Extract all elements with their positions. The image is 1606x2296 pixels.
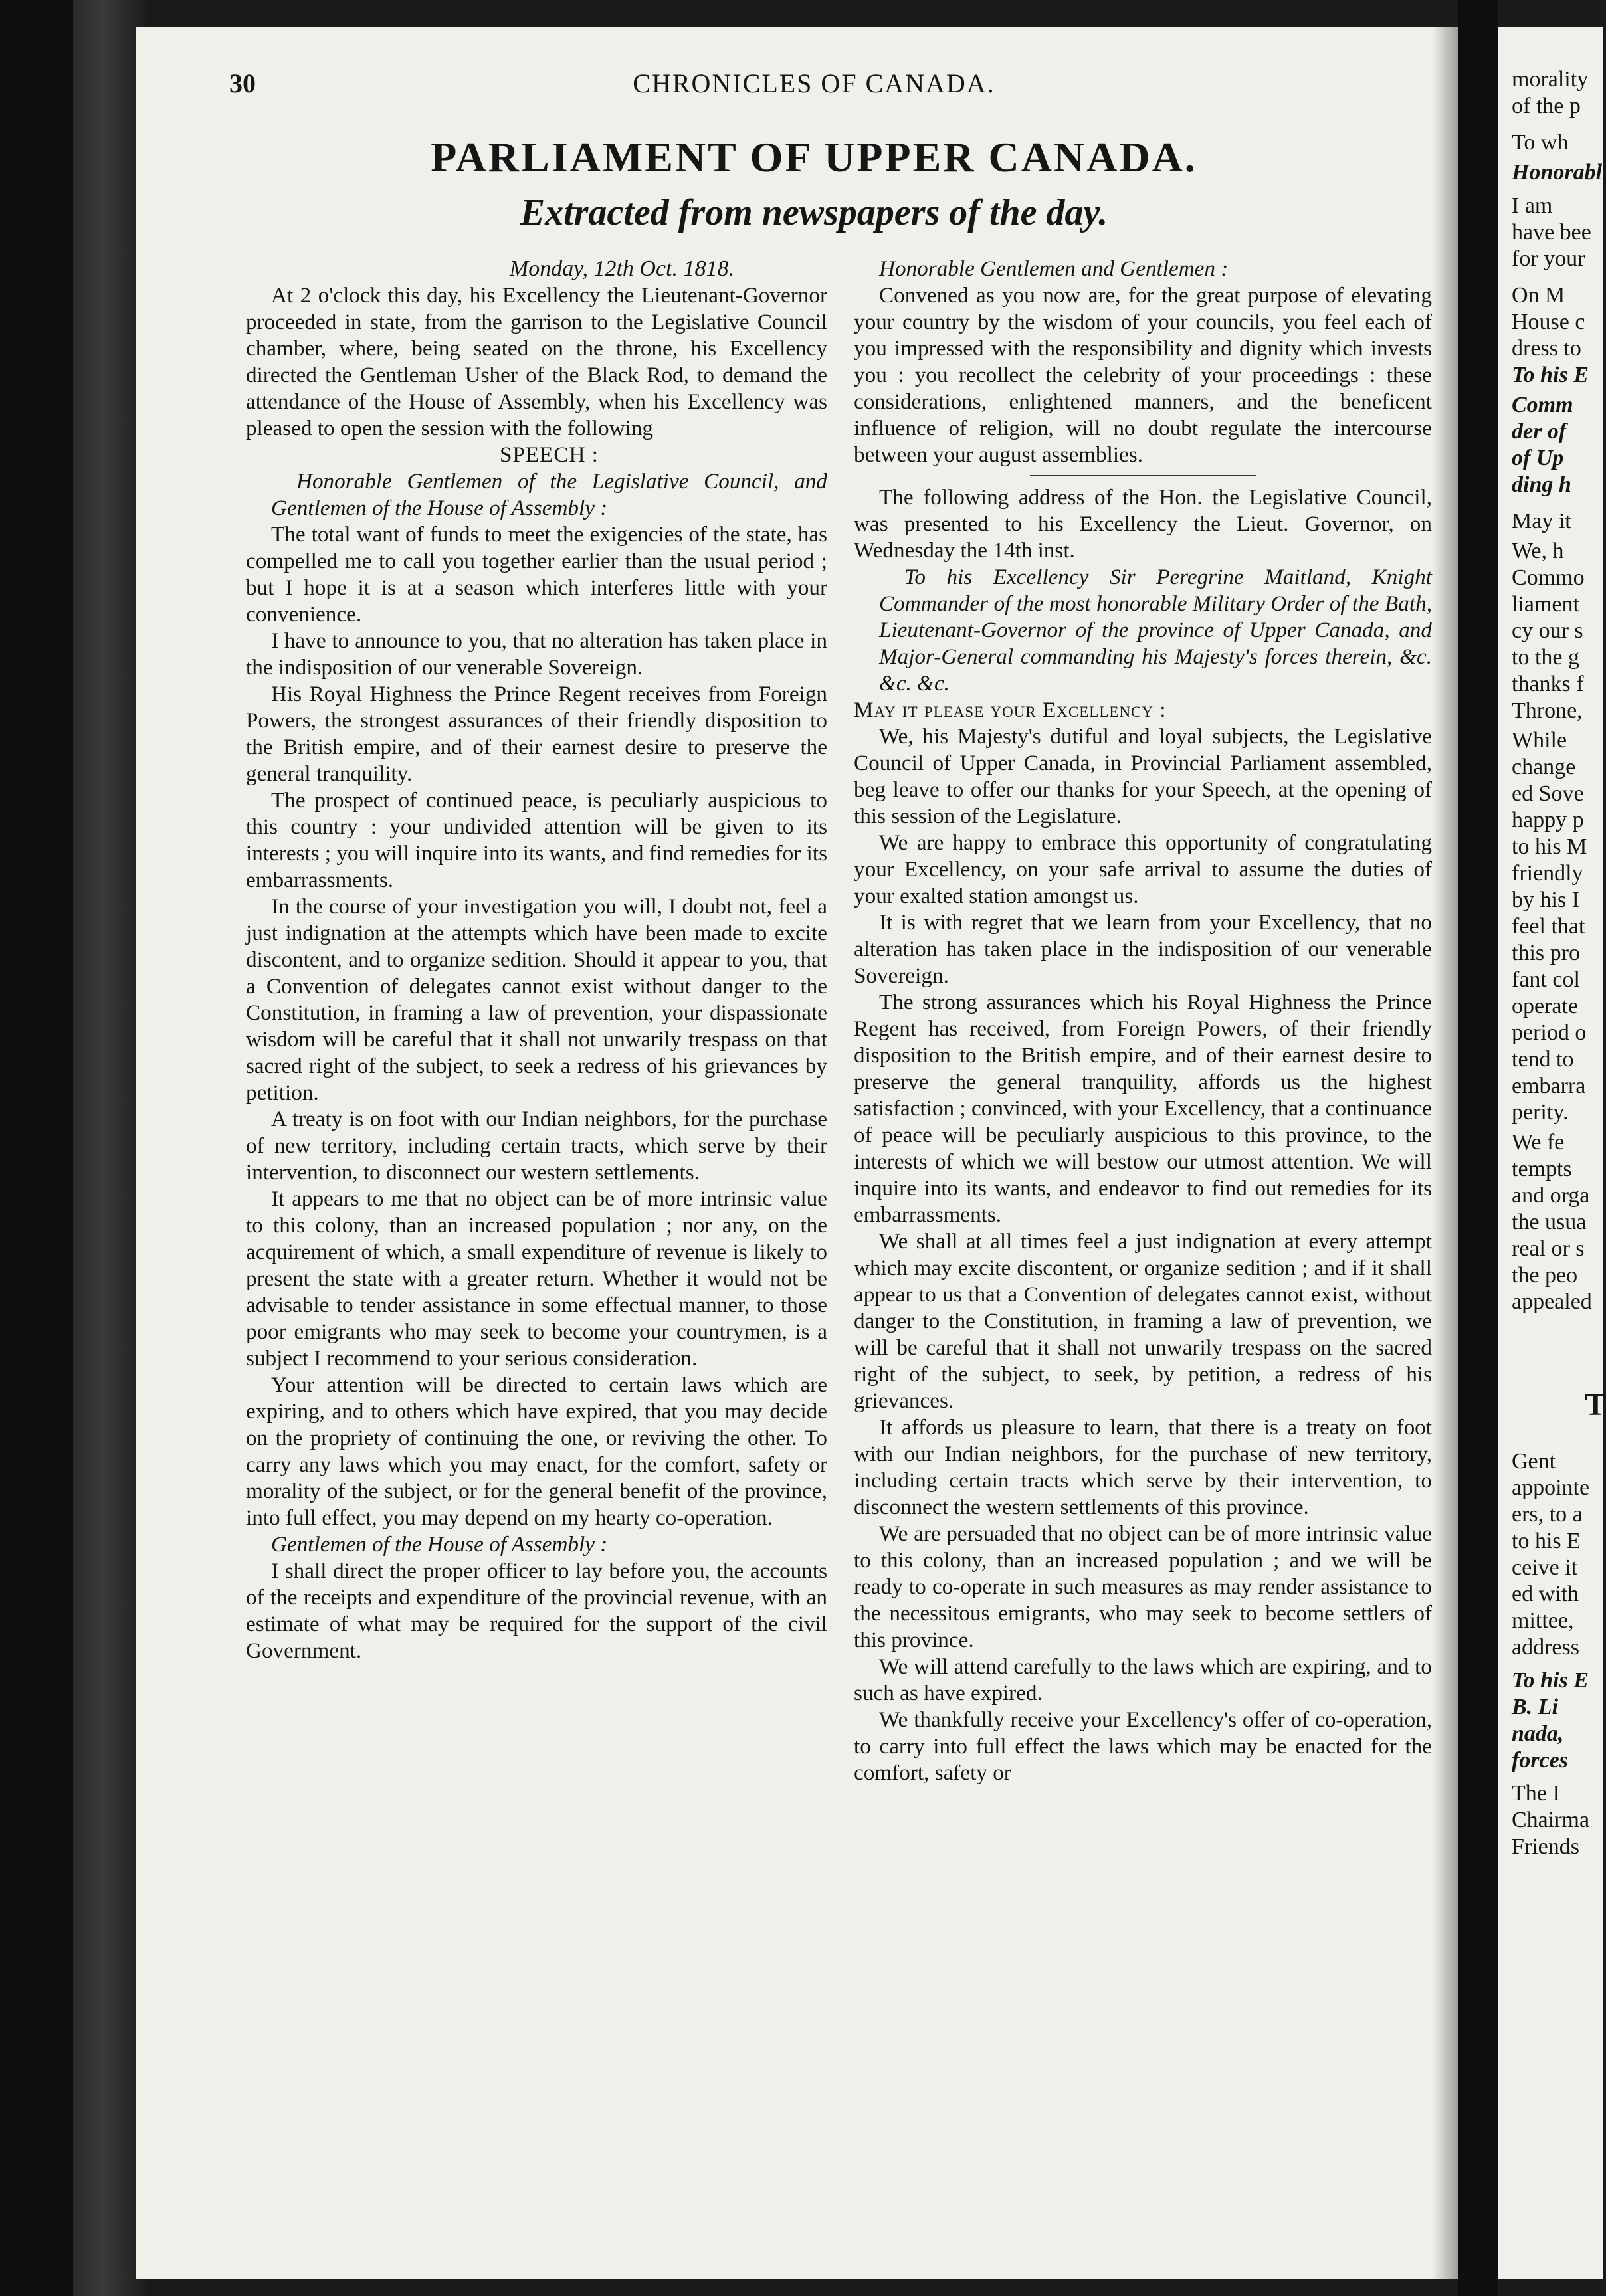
facing-page-text: feel that [1512, 914, 1585, 939]
facing-page-text: der of [1512, 419, 1567, 444]
paragraph: I shall direct the proper officer to lay before you, the accounts of the receipts and expenditure of the provincial revenue, with an estimate of what may be required for the support of the civil Government. [246, 1559, 827, 1663]
facing-page-text: fant col [1512, 967, 1580, 992]
facing-page-text: address [1512, 1635, 1579, 1660]
facing-page-text: dress to [1512, 336, 1581, 361]
salutation: Honorable Gentlemen and Gentlemen : [879, 256, 1229, 281]
section-heading: SPEECH : [499, 442, 599, 467]
paragraph: We shall at all times feel a just indignation at every attempt which may excite discontent, or organize sedition ; and if it shall appear to us that a Convention of delegates cannot exist, without danger to the Constitution, in framing a law of prevention, we will be careful that it shall not unwarily trespass on the sacred right of the subject, to seek, by petition, a redress of his grievances. [854, 1229, 1432, 1413]
facing-page-text: cy our s [1512, 619, 1583, 643]
paragraph: The total want of funds to meet the exigencies of the state, has compelled me to call you together earlier than the usual period ; but I hope it is at a season which interferes little with your convenience. [246, 522, 827, 626]
facing-page-text: period o [1512, 1020, 1587, 1045]
facing-page-text: and orga [1512, 1183, 1590, 1208]
facing-page-text: B. Li [1512, 1695, 1558, 1719]
facing-page-text: To wh [1512, 130, 1569, 155]
facing-page-text: this pro [1512, 941, 1580, 965]
facing-page-text: forces [1512, 1748, 1568, 1772]
article-subtitle: Extracted from newspapers of the day. [520, 192, 1108, 233]
facing-page-text: to his E [1512, 1529, 1581, 1553]
facing-page-text: appealed [1512, 1290, 1592, 1314]
facing-page-text: On M [1512, 283, 1565, 308]
facing-page-text: tempts [1512, 1157, 1572, 1181]
right-column [854, 256, 1432, 1786]
facing-page-text: mittee, [1512, 1608, 1574, 1633]
facing-page-text: House c [1512, 310, 1585, 334]
dateline: Monday, 12th Oct. 1818. [509, 256, 734, 281]
facing-page-text: I am [1512, 193, 1553, 218]
facing-page-text: friendly [1512, 861, 1583, 886]
facing-page-fragment [1498, 27, 1606, 2279]
facing-page-text: of the p [1512, 94, 1581, 118]
article-title: PARLIAMENT OF UPPER CANADA. [431, 134, 1197, 181]
facing-page-text: ed Sove [1512, 781, 1584, 806]
facing-page-text: Chairma [1512, 1808, 1590, 1832]
paragraph: It affords us pleasure to learn, that there is a treaty on foot with our Indian neighbors, for the purchase of new territory, including certain tracts which serve by their intervention, to disconnect the western settlements of this province. [854, 1415, 1432, 1519]
facing-page-text: T [1585, 1387, 1606, 1422]
facing-page-text: thanks f [1512, 672, 1584, 696]
facing-page-text: The I [1512, 1781, 1560, 1806]
paragraph: The following address of the Hon. the Legislative Council, was presented to his Excellency the Lieut. Governor, on Wednesday the 14th inst. [854, 485, 1432, 563]
salutation: To his Excellency Sir Peregrine Maitland, Knight Commander of the most honorable Military Order of the Bath, Lieutenant-Governor of the province of Upper Canada, and Major-General commanding his Majesty's forces therein, &c. &c. &c. [879, 565, 1432, 696]
paragraph: We are happy to embrace this opportunity of congratulating your Excellency, on your safe arrival to assume the duties of your exalted station amongst us. [854, 830, 1432, 908]
facing-page-text: by his I [1512, 888, 1579, 912]
facing-page-text: for your [1512, 246, 1585, 271]
facing-page-text: morality [1512, 67, 1589, 92]
book-binding-edge [73, 0, 146, 2296]
paragraph: It appears to me that no object can be of more intrinsic value to this colony, than an increased population ; nor any, on the acquirement of which, a small expenditure of revenue is likely to present the state with a greater return. Whether it would not be advisable to tender assistance in some effectual manner, to those poor emigrants who may seek to become your countrymen, is a subject I recommend to your serious consideration. [246, 1187, 827, 1371]
paragraph: We, his Majesty's dutiful and loyal subjects, the Legislative Council of Upper Canada, in Provincial Parliament assembled, beg leave to offer our thanks for your Speech, at the opening of this session of the Legislature. [854, 724, 1432, 828]
facing-page-text: To his E [1512, 363, 1589, 387]
facing-page-text: ers, to a [1512, 1502, 1583, 1527]
facing-page-text: the peo [1512, 1263, 1578, 1288]
facing-page-text: We fe [1512, 1130, 1565, 1155]
facing-page-text: To his E [1512, 1668, 1589, 1693]
facing-page-text: We, h [1512, 539, 1564, 563]
section-divider [1030, 475, 1256, 476]
facing-page-text: Gent [1512, 1449, 1556, 1474]
paragraph: It is with regret that we learn from your Excellency, that no alteration has taken place in the indisposition of our venerable Sovereign. [854, 910, 1432, 988]
facing-page-text: ceive it [1512, 1555, 1578, 1580]
facing-page-text: ding h [1512, 472, 1571, 497]
facing-page-text: appointe [1512, 1476, 1590, 1500]
gutter-shadow [1432, 27, 1458, 2279]
facing-page-text: Throne, [1512, 698, 1583, 723]
facing-page-text: While [1512, 728, 1567, 753]
facing-page-text: the usua [1512, 1210, 1587, 1234]
facing-page-text: nada, [1512, 1721, 1564, 1746]
facing-page-text: Commo [1512, 565, 1585, 590]
paragraph: The strong assurances which his Royal Highness the Prince Regent has received, from Foreign Powers, of their friendly disposition to the British empire, and of their earnest desire to preserve the general tranquility, affords us the highest satisfaction ; convinced, with your Excellency, that a continuance of peace will be peculiarly auspicious to this province, to the interests of which we will bestow our utmost attention. We will inquire into its wants, and endeavor to find out remedies for its embarrassments. [854, 990, 1432, 1227]
paragraph: At 2 o'clock this day, his Excellency the Lieutenant-Governor proceeded in state, from the garrison to the Legislative Council chamber, where, being seated on the throne, his Excellency directed the Gentleman Usher of the Black Rod, to demand the attendance of the House of Assembly, when his Excellency was pleased to open the session with the following [246, 283, 827, 440]
facing-page-text: perity. [1512, 1100, 1569, 1125]
paragraph: We will attend carefully to the laws which are expiring, and to such as have expired. [854, 1654, 1432, 1705]
page-number: 30 [229, 68, 256, 98]
facing-page-text: happy p [1512, 808, 1584, 832]
facing-page-text: tend to [1512, 1047, 1574, 1072]
facing-page-text: Comm [1512, 393, 1573, 417]
running-header [229, 68, 1399, 114]
address-opening: May it please your Excellency : [854, 698, 1167, 722]
facing-page-text: May it [1512, 509, 1571, 533]
facing-page-text: ed with [1512, 1582, 1579, 1606]
salutation: Gentlemen of the House of Assembly : [271, 1532, 608, 1557]
facing-page-text: real or s [1512, 1236, 1585, 1261]
salutation: Honorable Gentlemen of the Legislative Council, and Gentlemen of the House of Assembly : [271, 469, 827, 520]
paragraph: In the course of your investigation you will, I doubt not, feel a just indignation at the attempts which have been made to excite discontent, and to organize sedition. Should it appear to you, that a Convention of delegates cannot exist without danger to the Constitution, in framing a law of prevention, your dispassionate wisdom will be careful that it shall not unwarily trespass on that sacred right of the subject, to seek a redress of his grievances by petition. [246, 894, 827, 1105]
facing-page-text: to the g [1512, 645, 1579, 670]
facing-page-text: have bee [1512, 220, 1591, 244]
facing-page-text: change [1512, 755, 1576, 779]
paragraph: We are persuaded that no object can be of more intrinsic value to this colony, than an increased population ; and we will be ready to co-operate in such measures as may render assistance to the necessitous emigrants, who may seek to become settlers of this province. [854, 1521, 1432, 1652]
paragraph: A treaty is on foot with our Indian neighbors, for the purchase of new territory, including certain tracts, which serve by their intervention, to disconnect our western settlements. [246, 1107, 827, 1185]
facing-page-text: liament [1512, 592, 1579, 617]
left-column [246, 256, 827, 1664]
facing-page-text: Friends [1512, 1834, 1579, 1859]
facing-page-text: of Up [1512, 446, 1564, 470]
facing-page-text: to his M [1512, 834, 1587, 859]
paragraph: Your attention will be directed to certain laws which are expiring, and to others which have expired, that you may decide on the propriety of continuing the one, or reviving the other. To carry any laws which you may enact, for the comfort, safety or morality of the subject, or for the general benefit of the province, into full effect, you may depend on my hearty co-operation. [246, 1373, 827, 1530]
facing-page-text: embarra [1512, 1074, 1586, 1098]
facing-page-text: Honorabl [1512, 160, 1603, 185]
running-title: CHRONICLES OF CANADA. [633, 68, 995, 98]
paragraph: The prospect of continued peace, is peculiarly auspicious to this country : your undivided attention will be given to its interests ; you will inquire into its wants, and find remedies for its embarrassments. [246, 788, 827, 892]
facing-page-text: operate [1512, 994, 1579, 1018]
paragraph: I have to announce to you, that no alteration has taken place in the indisposition of our venerable Sovereign. [246, 628, 827, 680]
paragraph: We thankfully receive your Excellency's offer of co-operation, to carry into full effect the laws which may be enacted for the comfort, safety or [854, 1707, 1432, 1785]
paragraph: Convened as you now are, for the great purpose of elevating your country by the wisdom of your councils, you feel each of you impressed with the responsibility and dignity which invests you : you recollect the celebrity of your proceedings : these considerations, enlightened manners, and the beneficent influence of religion, will no doubt regulate the intercourse between your august assemblies. [854, 283, 1432, 467]
paragraph: His Royal Highness the Prince Regent receives from Foreign Powers, the strongest assurances of their friendly disposition to the British empire, and of their earnest desire to preserve the general tranquility. [246, 682, 827, 786]
book-gutter [1458, 0, 1498, 2296]
